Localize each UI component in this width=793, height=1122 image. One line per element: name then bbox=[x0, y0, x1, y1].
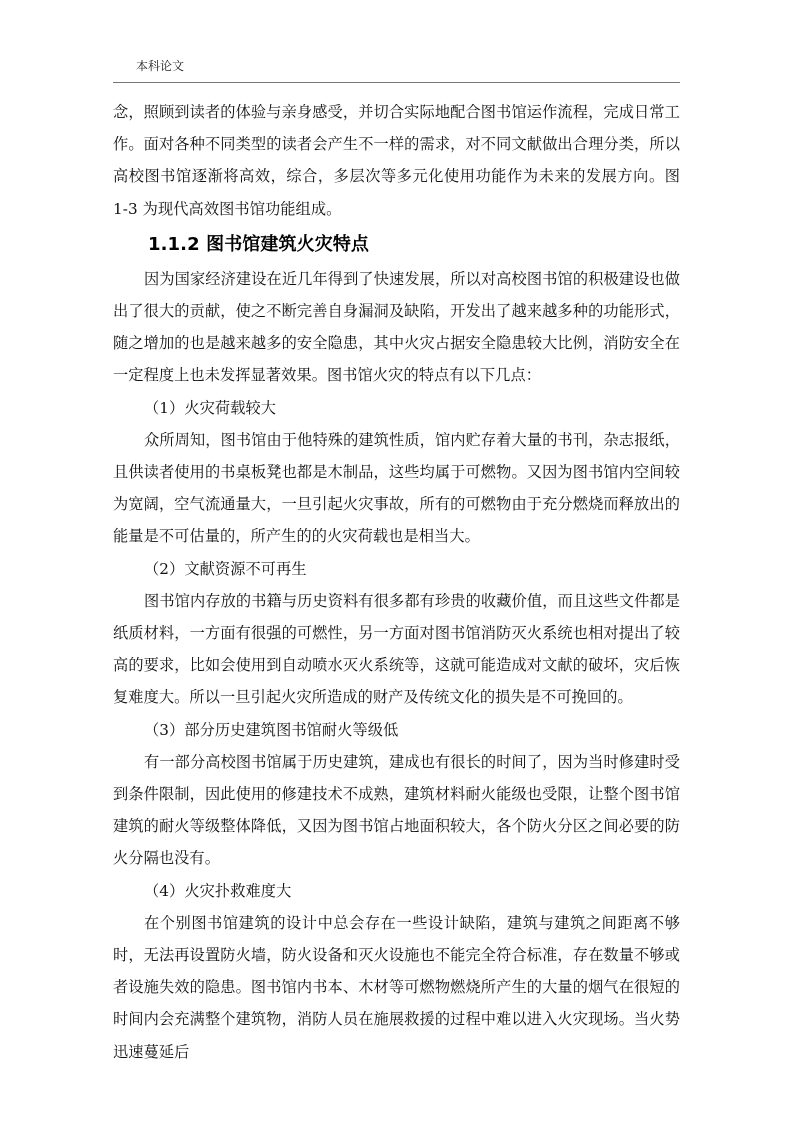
document-body bbox=[113, 96, 680, 1068]
paragraph-continued: 念，照顾到读者的体验与亲身感受，并切合实际地配合图书馆运作流程，完成日常工作。面对各种不同类型的读者会产生不一样的需求，对不同文献做出合理分类，所以高校图书馆逐渐将高效，综合，多层次等多元化使用功能作为未来的发展方向。图 1-3 为现代高效图书馆功能组成。 bbox=[113, 103, 680, 218]
running-header: 本科论文 bbox=[136, 59, 185, 73]
paragraph-firefighting: 在个别图书馆建筑的设计中总会存在一些设计缺陷，建筑与建筑之间距离不够时，无法再设置防火墙，防火设备和灭火设施也不能完全符合标准，存在数量不够或者设施失效的隐患。图书馆内书本、木材等可燃物燃烧所产生的大量的烟气在很短的时间内会充满整个建筑物，消防人员在施展救援的过程中难以进入火灾现场。当火势迅速蔓延后 bbox=[113, 913, 680, 1061]
paragraph-intro: 因为国家经济建设在近几年得到了快速发展，所以对高校图书馆的积极建设也做出了很大的贡献，使之不断完善自身漏洞及缺陷，开发出了越来越多种的功能形式，随之增加的也是越来越多的安全隐患，其中火灾占据安全隐患较大比例，消防安全在一定程度上也未发挥显著效果。图书馆火灾的特点有以下几点： bbox=[113, 269, 680, 385]
subheading-fire-resistance: （3）部分历史建筑图书馆耐火等级低 bbox=[144, 720, 399, 739]
subheading-fire-load: （1）火灾荷载较大 bbox=[144, 398, 277, 417]
paragraph-fire-load: 众所周知，图书馆由于他特殊的建筑性质，馆内贮存着大量的书刊，杂志报纸，且供读者使用的书桌板凳也都是木制品，这些均属于可燃物。又因为图书馆内空间较为宽阔，空气流通量大，一旦引起火灾事故，所有的可燃物由于充分燃烧而释放出的能量是不可估量的，所产生的的火灾荷载也是相当大。 bbox=[113, 430, 680, 546]
paragraph-nonrenewable: 图书馆内存放的书籍与历史资料有很多都有珍贵的收藏价值，而且这些文件都是纸质材料，一方面有很强的可燃性，另一方面对图书馆消防灭火系统也相对提出了较高的要求，比如会使用到自动喷水灭火系统等，这就可能造成对文献的破坏，灾后恢复难度大。所以一旦引起火灾所造成的财产及传统文化的损失是不可挽回的。 bbox=[113, 591, 680, 707]
header-rule bbox=[113, 82, 680, 83]
subheading-firefighting: （4）火灾扑救难度大 bbox=[144, 881, 292, 900]
subheading-nonrenewable: （2）文献资源不可再生 bbox=[144, 559, 307, 578]
paragraph-fire-resistance: 有一部分高校图书馆属于历史建筑，建成也有很长的时间了，因为当时修建时受到条件限制，因此使用的修建技术不成熟，建筑材料耐火能级也受限，让整个图书馆建筑的耐火等级整体降低，又因为图书馆占地面积较大，各个防火分区之间必要的防火分隔也没有。 bbox=[113, 752, 680, 868]
section-heading: 1.1.2 图书馆建筑火灾特点 bbox=[148, 233, 370, 255]
